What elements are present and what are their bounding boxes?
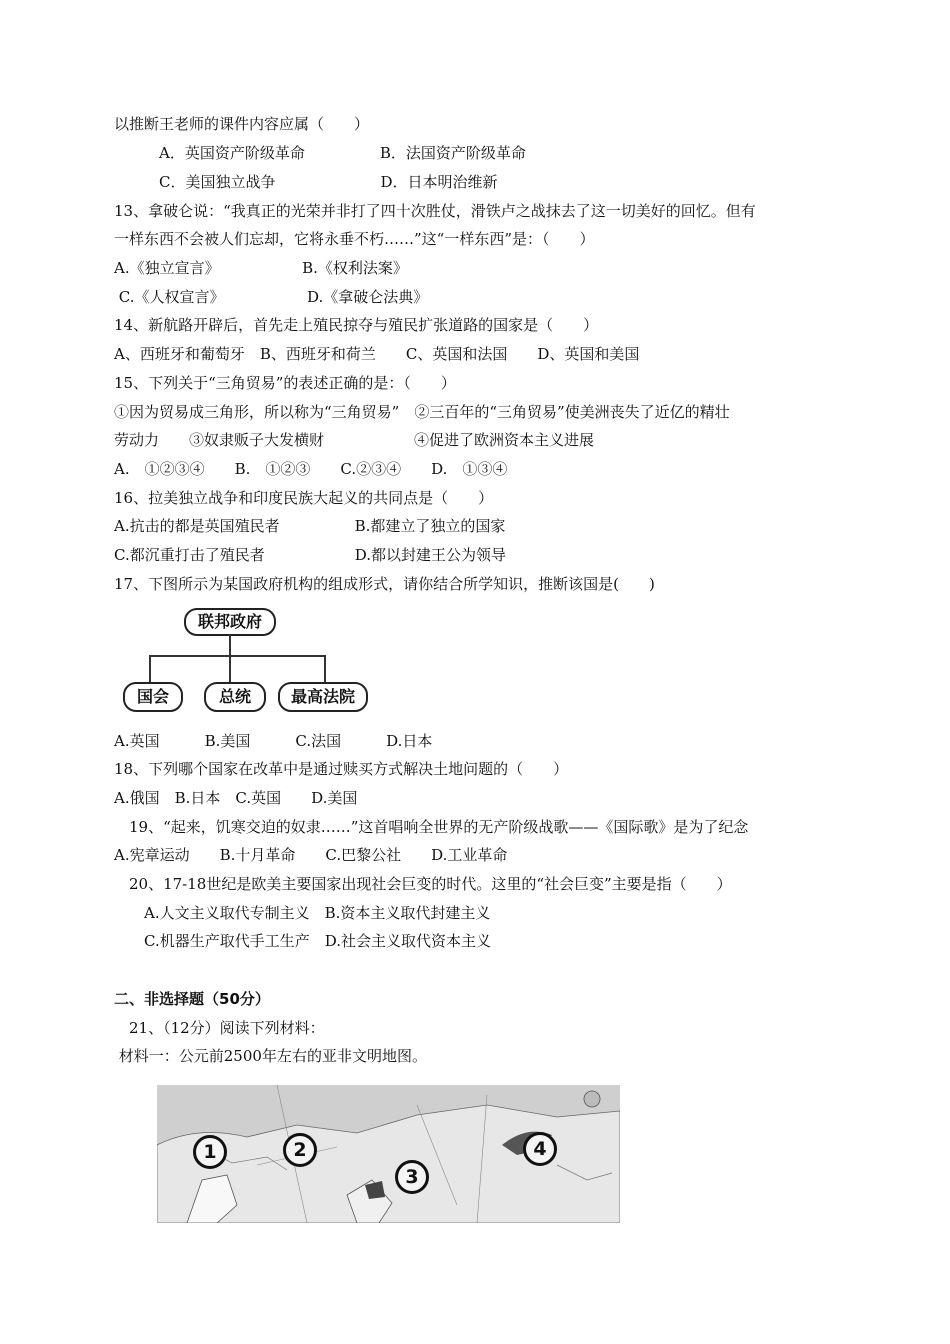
map-marker-2: 2 — [283, 1133, 317, 1167]
q18-stem: 18、下列哪个国家在改革中是通过赎买方式解决土地问题的（ ） — [114, 760, 569, 778]
q16-options-ab: A.抗击的都是英国殖民者 B.都建立了独立的国家 — [114, 517, 506, 535]
q13-stem-1: 13、拿破仑说：“我真正的光荣并非打了四十次胜仗，滑铁卢之战抹去了这一切美好的回忆。但有 — [114, 202, 756, 220]
q15-items-2: 劳动力 ③奴隶贩子大发横财 ④促进了欧洲资本主义进展 — [114, 431, 595, 449]
civilization-map — [157, 1085, 620, 1223]
q12-stem-end: 以推断王老师的课件内容应属（ ） — [114, 115, 370, 133]
diagram-connector-left — [149, 655, 151, 682]
diagram-connector-vertical — [229, 634, 231, 656]
diagram-branch-congress: 国会 — [123, 682, 183, 712]
diagram-branch-president: 总统 — [204, 682, 266, 712]
q19-stem: 19、“起来，饥寒交迫的奴隶……”这首唱响全世界的无产阶级战歌——《国际歌》是为了纪念 — [114, 818, 749, 836]
q15-options: A. ①②③④ B. ①②③ C.②③④ D. ①③④ — [114, 460, 508, 478]
diagram-connector-right — [324, 655, 326, 682]
q15-items-1: ①因为贸易成三角形，所以称为“三角贸易” ②三百年的“三角贸易”使美洲丧失了近亿的精壮 — [114, 403, 730, 421]
q13-stem-2: 一样东西不会被人们忘却，它将永垂不朽……”这“一样东西”是：（ ） — [114, 230, 595, 248]
q14-stem: 14、新航路开辟后，首先走上殖民掠夺与殖民扩张道路的国家是（ ） — [114, 316, 599, 334]
q16-stem: 16、拉美独立战争和印度民族大起义的共同点是（ ） — [114, 489, 494, 507]
q17-options: A.英国 B.美国 C.法国 D.日本 — [114, 732, 433, 750]
diagram-top-box: 联邦政府 — [184, 608, 276, 636]
q18-options: A.俄国 B.日本 C.英国 D.美国 — [114, 789, 358, 807]
q17-stem: 17、下图所示为某国政府机构的组成形式，请你结合所学知识，推断该国是( ) — [114, 575, 655, 593]
diagram-connector-mid — [229, 655, 231, 682]
diagram-branch-supreme-court: 最高法院 — [278, 682, 368, 712]
q14-options: A、西班牙和葡萄牙 B、西班牙和荷兰 C、英国和法国 D、英国和美国 — [114, 345, 640, 363]
q16-options-cd: C.都沉重打击了殖民者 D.都以封建王公为领导 — [114, 546, 506, 564]
map-marker-4: 4 — [523, 1132, 557, 1166]
q12-options-cd: C．美国独立战争 D．日本明治维新 — [114, 173, 498, 191]
q13-options-ab: A.《独立宣言》 B.《权利法案》 — [114, 259, 408, 277]
q19-options: A.宪章运动 B.十月革命 C.巴黎公社 D.工业革命 — [114, 846, 508, 864]
q21-stem: 21、（12分）阅读下列材料： — [114, 1019, 325, 1037]
q20-stem: 20、17-18世纪是欧美主要国家出现社会巨变的时代。这里的“社会巨变”主要是指（ ） — [114, 875, 732, 893]
q13-options-cd: C.《人权宣言》 D.《拿破仑法典》 — [114, 288, 429, 306]
q15-stem: 15、下列关于“三角贸易”的表述正确的是：（ ） — [114, 374, 456, 392]
material-one-caption: 材料一：公元前2500年左右的亚非文明地图。 — [114, 1047, 427, 1065]
map-marker-1: 1 — [193, 1135, 227, 1169]
section-heading: 二、非选择题（50分） — [114, 990, 270, 1008]
q20-options-ab: A.人文主义取代专制主义 B.资本主义取代封建主义 — [114, 904, 491, 922]
map-marker-3: 3 — [395, 1160, 429, 1194]
diagram-connector-horizontal — [149, 655, 326, 657]
q20-options-cd: C.机器生产取代手工生产 D.社会主义取代资本主义 — [114, 932, 491, 950]
q12-options-ab: A．英国资产阶级革命 B．法国资产阶级革命 — [114, 144, 526, 162]
